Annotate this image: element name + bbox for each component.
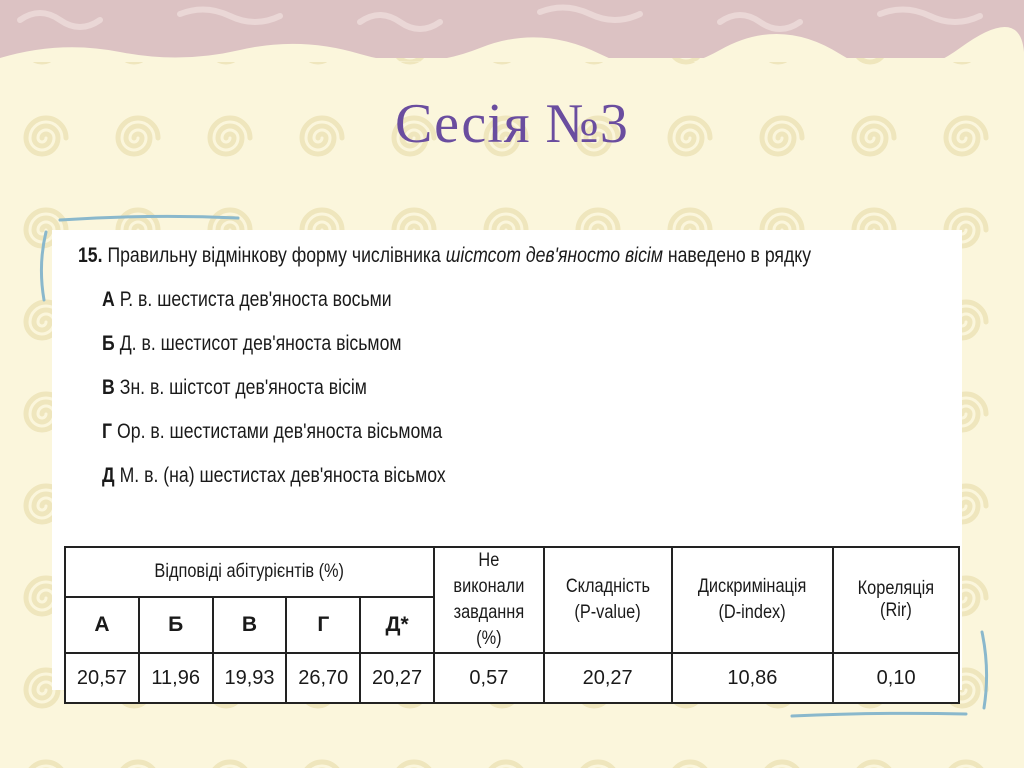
option-v bbox=[102, 376, 367, 400]
question-card bbox=[52, 230, 962, 690]
option-text: Ор. в. шестистами дев'яноста вісьмома bbox=[117, 420, 443, 443]
option-letter: В bbox=[102, 376, 115, 399]
option-letter: Б bbox=[102, 332, 115, 355]
answer-letter-cell: Г bbox=[286, 597, 360, 653]
option-text: Р. в. шестиста дев'яноста восьми bbox=[119, 288, 392, 311]
question-text-before: Правильну відмінкову форму числівника bbox=[107, 244, 446, 267]
correlation-value-cell: 0,10 bbox=[833, 653, 959, 703]
option-g bbox=[102, 420, 442, 444]
option-text: М. в. (на) шестистах дев'яноста вісьмох bbox=[119, 464, 446, 487]
correlation-header: Кореляція (Rir) bbox=[833, 547, 959, 653]
discrimination-value-cell: 10,86 bbox=[672, 653, 834, 703]
answer-value-cell: 19,93 bbox=[213, 653, 287, 703]
difficulty-header: Складність (P-value) bbox=[544, 547, 672, 653]
answer-letter-cell: Д* bbox=[360, 597, 434, 653]
answer-value-cell: 20,27 bbox=[360, 653, 434, 703]
option-letter: Г bbox=[102, 420, 113, 443]
discrimination-header: Дискримінація (D-index) bbox=[672, 547, 834, 653]
not-done-value-cell: 0,57 bbox=[434, 653, 544, 703]
answer-letter-cell: Б bbox=[139, 597, 213, 653]
question-number: 15. bbox=[78, 244, 103, 267]
answer-value-cell: 11,96 bbox=[139, 653, 213, 703]
difficulty-value-cell: 20,27 bbox=[544, 653, 672, 703]
option-letter: Д bbox=[102, 464, 115, 487]
option-text: Д. в. шестисот дев'яноста вісьмом bbox=[119, 332, 402, 355]
top-decorative-band bbox=[0, 0, 1024, 62]
question-text bbox=[78, 244, 812, 268]
not-done-header: Не виконали завдання (%) bbox=[434, 547, 544, 653]
option-letter: А bbox=[102, 288, 115, 311]
statistics-table bbox=[64, 546, 960, 704]
option-a bbox=[102, 288, 392, 312]
option-text: Зн. в. шістсот дев'яноста вісім bbox=[119, 376, 367, 399]
option-d bbox=[102, 464, 446, 488]
option-b bbox=[102, 332, 402, 356]
answers-header: Відповіді абітурієнтів (%) bbox=[65, 547, 434, 597]
question-text-after: наведено в рядку bbox=[662, 244, 812, 267]
answer-value-cell: 26,70 bbox=[286, 653, 360, 703]
answer-letter-cell: А bbox=[65, 597, 139, 653]
slide-title: Сесія №3 bbox=[395, 93, 629, 155]
question-emphasis: шістсот дев'яносто вісім bbox=[445, 244, 663, 267]
answer-value-cell: 20,57 bbox=[65, 653, 139, 703]
answer-letter-cell: В bbox=[213, 597, 287, 653]
